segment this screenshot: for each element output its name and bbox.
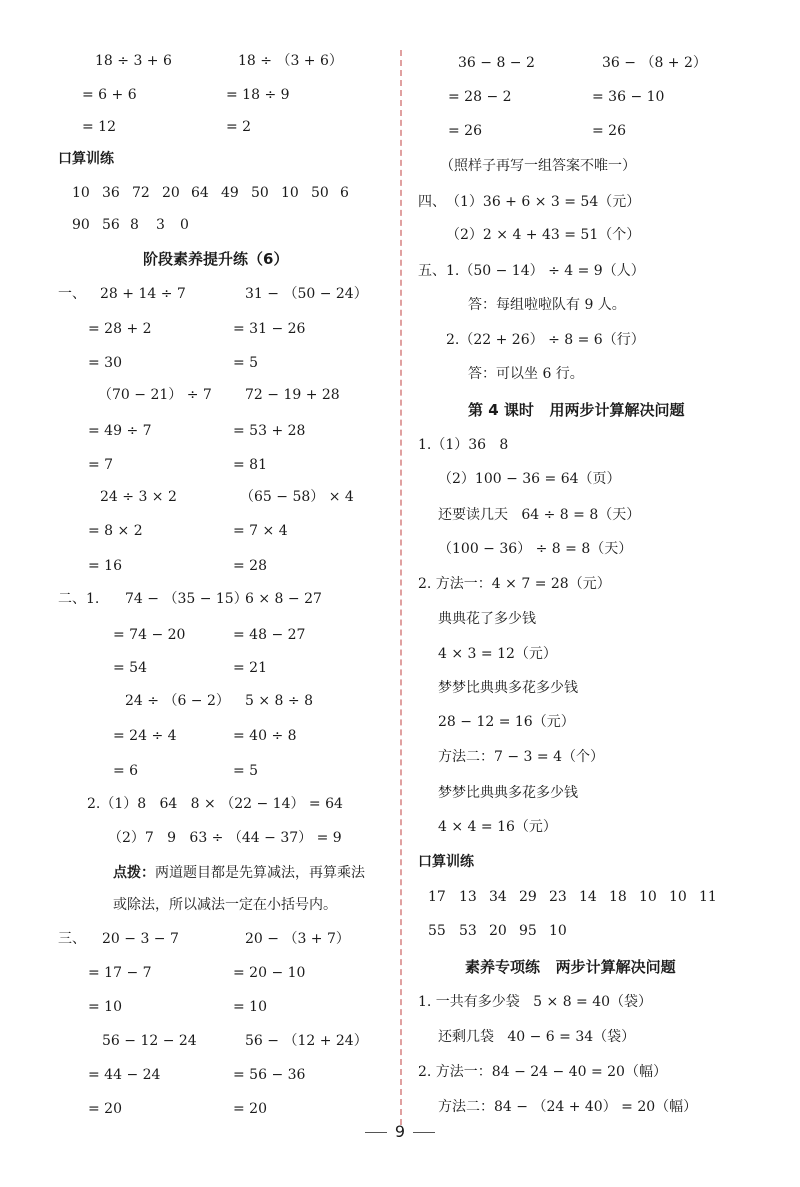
answer: 95: [519, 923, 537, 939]
tip-label: 点拨：: [113, 865, 155, 881]
answer-line: 答：可以坐 6 行。: [468, 366, 584, 382]
expr: = 8 × 2: [88, 523, 143, 539]
expr: = 18 ÷ 9: [226, 87, 290, 103]
answer: 49: [221, 185, 239, 201]
section-title: 阶段素养提升练（6）: [143, 250, 289, 268]
expr: = 30: [88, 355, 122, 371]
answer: 20: [489, 923, 507, 939]
expr: = 53 + 28: [233, 423, 306, 439]
question-label: 三、: [58, 931, 86, 947]
expr: = 81: [233, 457, 267, 473]
answer: 23: [549, 889, 567, 905]
tip-line: 或除法，所以减法一定在小括号内。: [113, 897, 337, 913]
expr: 24 ÷ 3 × 2: [100, 489, 177, 505]
expr: 36 − 8 − 2: [458, 55, 535, 71]
footer-dash: [365, 1132, 387, 1133]
answer: 50: [311, 185, 329, 201]
answer: 10: [549, 923, 567, 939]
answer-line: 28 − 12 = 16（元）: [438, 714, 575, 730]
expr: = 6 + 6: [82, 87, 137, 103]
answer-line: 2.（1）8 64 8 × （22 − 14） = 64: [87, 796, 343, 812]
page-footer: [0, 1122, 800, 1141]
answer: 36: [102, 185, 120, 201]
expr: = 21: [233, 660, 267, 676]
expr: = 26: [448, 123, 482, 139]
expr: 6 × 8 − 27: [245, 591, 322, 607]
expr: = 28 − 2: [448, 89, 512, 105]
note: （照样子再写一组答案不唯一）: [440, 158, 636, 174]
answer-line: 1.（50 − 14） ÷ 4 = 9（人）: [446, 263, 645, 279]
expr: = 28 + 2: [88, 321, 152, 337]
answer-line: 2. 方法一：4 × 7 = 28（元）: [418, 576, 611, 592]
expr: = 7: [88, 457, 114, 473]
answer-line: 2. 方法一：84 − 24 − 40 = 20（幅）: [418, 1064, 667, 1080]
expr: = 44 − 24: [88, 1067, 161, 1083]
answer: 29: [519, 889, 537, 905]
answer-line: 答：每组啦啦队有 9 人。: [468, 297, 626, 313]
answer: 10: [281, 185, 299, 201]
question-label: 五、: [418, 263, 446, 279]
answer-line: 还剩几袋 40 − 6 = 34（袋）: [438, 1029, 636, 1045]
expr: = 20: [88, 1101, 122, 1117]
answer: 6: [340, 185, 349, 201]
answer-line: （2）100 − 36 = 64（页）: [438, 471, 621, 487]
answer: 34: [489, 889, 507, 905]
answer: 0: [180, 217, 189, 233]
answer: 64: [191, 185, 209, 201]
expr: = 74 − 20: [113, 627, 186, 643]
answer-line: （2）2 × 4 + 43 = 51（个）: [446, 227, 641, 243]
expr: = 48 − 27: [233, 627, 306, 643]
answer-line: （100 − 36） ÷ 8 = 8（天）: [438, 541, 633, 557]
expr: 56 − 12 − 24: [102, 1033, 197, 1049]
expr: = 6: [113, 763, 139, 779]
expr: = 56 − 36: [233, 1067, 306, 1083]
expr: （65 − 58） × 4: [240, 489, 354, 505]
expr: 31 − （50 − 24）: [245, 286, 368, 302]
answer-line: 方法二：84 − （24 + 40） = 20（幅）: [438, 1099, 698, 1115]
expr: 24 ÷ （6 − 2）: [125, 693, 230, 709]
answer: 3: [156, 217, 165, 233]
answer: 18: [609, 889, 627, 905]
section-title: 素养专项练 两步计算解决问题: [465, 958, 676, 976]
answer: 11: [699, 889, 717, 905]
answer-line: 典典花了多少钱: [438, 611, 536, 627]
answer-line: 梦梦比典典多花多少钱: [438, 785, 578, 801]
expr: 56 − （12 + 24）: [245, 1033, 368, 1049]
expr: = 7 × 4: [233, 523, 288, 539]
tip-line: [113, 864, 365, 882]
expr: = 31 − 26: [233, 321, 306, 337]
footer-dash: [413, 1132, 435, 1133]
answer: 13: [459, 889, 477, 905]
oral-training-heading: 口算训练: [58, 151, 114, 167]
tip-text: 两道题目都是先算减法，再算乘法: [155, 865, 365, 881]
expr: = 10: [233, 999, 267, 1015]
expr: = 36 − 10: [592, 89, 665, 105]
expr: 18 ÷ （3 + 6）: [238, 53, 343, 69]
expr: 20 − （3 + 7）: [245, 931, 350, 947]
answer-line: 方法二：7 − 3 = 4（个）: [438, 749, 604, 765]
expr: = 28: [233, 558, 267, 574]
expr: 28 + 14 ÷ 7: [100, 286, 186, 302]
expr: = 10: [88, 999, 122, 1015]
expr: = 26: [592, 123, 626, 139]
page-number: 9: [394, 1122, 406, 1141]
answer: 53: [459, 923, 477, 939]
question-label: 四、: [418, 194, 446, 210]
answer-line: 2.（22 + 26） ÷ 8 = 6（行）: [446, 332, 645, 348]
answer: 10: [669, 889, 687, 905]
column-divider: [400, 50, 402, 1125]
section-title: 第 4 课时 用两步计算解决问题: [468, 401, 685, 419]
expr: = 12: [82, 119, 116, 135]
answer: 14: [579, 889, 597, 905]
expr: 36 − （8 + 2）: [602, 55, 707, 71]
expr: （70 − 21） ÷ 7: [98, 387, 212, 403]
answer: 8: [130, 217, 139, 233]
oral-training-heading: 口算训练: [418, 854, 474, 870]
answer-line: 还要读几天 64 ÷ 8 = 8（天）: [438, 507, 641, 523]
expr: = 49 ÷ 7: [88, 423, 152, 439]
expr: 72 − 19 + 28: [245, 387, 340, 403]
answer-line: 1.（1）36 8: [418, 437, 509, 453]
question-label: 二、1.: [58, 591, 100, 607]
expr: = 24 ÷ 4: [113, 728, 177, 744]
expr: = 17 − 7: [88, 965, 152, 981]
expr: = 20: [233, 1101, 267, 1117]
answer: 17: [428, 889, 446, 905]
expr: 20 − 3 − 7: [102, 931, 179, 947]
answer: 56: [102, 217, 120, 233]
answer-line: （1）36 + 6 × 3 = 54（元）: [446, 194, 641, 210]
expr: = 16: [88, 558, 122, 574]
expr: = 20 − 10: [233, 965, 306, 981]
answer-line: 梦梦比典典多花多少钱: [438, 680, 578, 696]
answer: 90: [72, 217, 90, 233]
answer: 55: [428, 923, 446, 939]
expr: = 40 ÷ 8: [233, 728, 297, 744]
expr: 5 × 8 ÷ 8: [245, 693, 313, 709]
answer: 72: [132, 185, 150, 201]
expr: = 5: [233, 763, 259, 779]
expr: 74 − （35 − 15）: [125, 591, 248, 607]
answer-line: 1. 一共有多少袋 5 × 8 = 40（袋）: [418, 994, 653, 1010]
expr: 18 ÷ 3 + 6: [95, 53, 172, 69]
expr: = 54: [113, 660, 147, 676]
answer: 10: [639, 889, 657, 905]
answer-line: 4 × 3 = 12（元）: [438, 646, 557, 662]
expr: = 5: [233, 355, 259, 371]
answer: 50: [251, 185, 269, 201]
answer: 10: [72, 185, 90, 201]
question-label: 一、: [58, 286, 86, 302]
expr: = 2: [226, 119, 252, 135]
answer-line: 4 × 4 = 16（元）: [438, 819, 557, 835]
answer-line: （2）7 9 63 ÷ （44 − 37） = 9: [108, 830, 342, 846]
answer: 20: [162, 185, 180, 201]
